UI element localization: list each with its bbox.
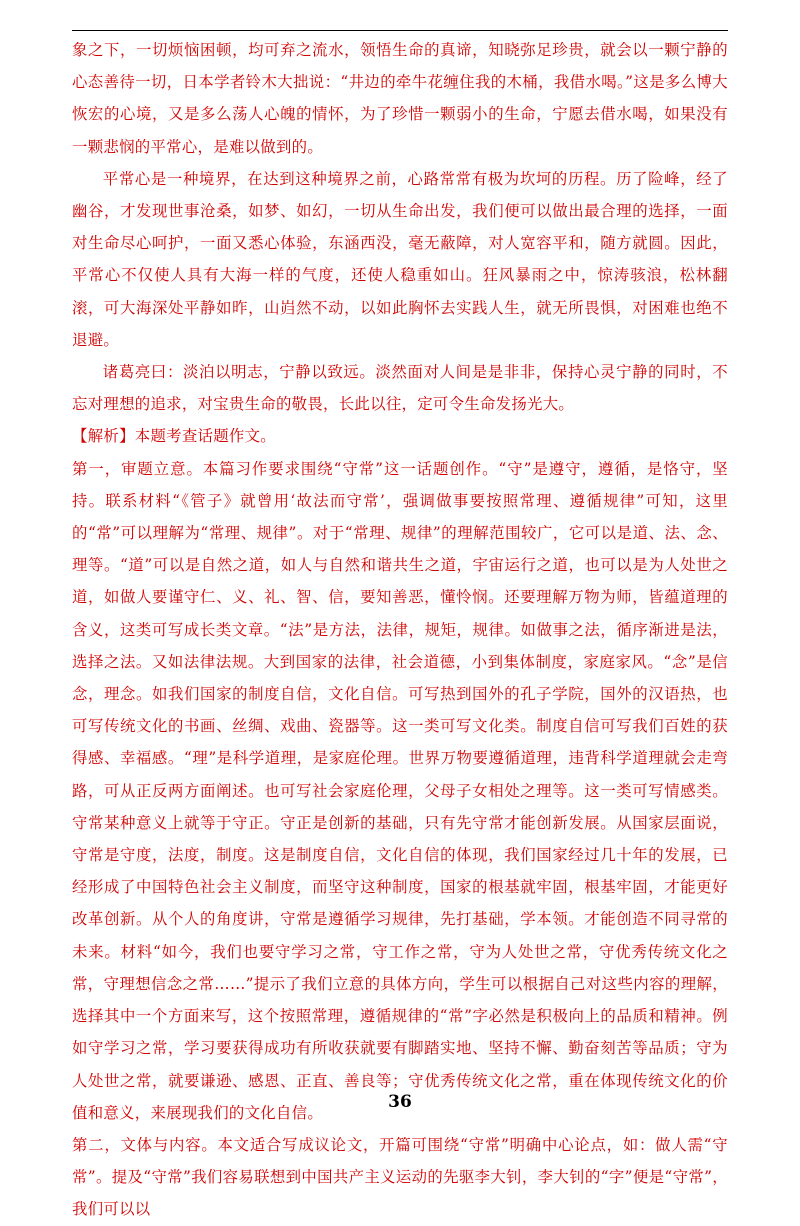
document-body [72, 34, 728, 1226]
analysis-point-one: 第一，审题立意。本篇习作要求围绕“守常”这一话题创作。“守”是遵守，遵循，是恪守，坚持。联系材料“《管子》就曾用‘故法而守常’，强调做事要按照常理、遵循规律”可知，这里的“常”可以理解为“常理、规律”。对于“常理、规律”的理解范围较广，它可以是道、法、念、理等。“道”可以是自然之道，如人与自然和谐共生之道，宇宙运行之道，也可以是为人处世之道，如做人要谨守仁、义、礼、智、信，要知善恶，懂怜悯。还要理解万物为师，皆蕴道理的含义，这类可写成长类文章。“法”是方法，法律，规矩，规律。如做事之法，循序渐进是法，选择之法。又如法律法规。大到国家的法律，社会道德，小到集体制度，家庭家风。“念”是信念，理念。如我们国家的制度自信，文化自信。可写热到国外的孔子学院，国外的汉语热，也可写传统文化的书画、丝绸、戏曲、瓷器等。这一类可写文化类。制度自信可写我们百姓的获得感、幸福感。“理”是科学道理，是家庭伦理。世界万物要遵循道理，违背科学道理就会走弯路，可从正反两方面阐述。也可写社会家庭伦理，父母子女相处之理等。这一类可写情感类。守常某种意义上就等于守正。守正是创新的基础，只有先守常才能创新发展。从国家层面说，守常是守度，法度，制度。这是制度自信，文化自信的体现，我们国家经过几十年的发展，已经形成了中国特色社会主义制度，而坚守这种制度，国家的根基就牢固，根基牢固，才能更好改革创新。从个人的角度讲，守常是遵循学习规律，先打基础，学本领。才能创造不同寻常的未来。材料“如今，我们也要守学习之常，守工作之常，守为人处世之常，守优秀传统文化之常，守理想信念之常……”提示了我们立意的具体方向，学生可以根据自己对这些内容的理解，选择其中一个方面来写，这个按照常理，遵循规律的“常”字必然是积极向上的品质和精神。例如守学习之常，学习要获得成功有所收获就要有脚踏实地、坚持不懈、勤奋刻苦等品质；守为人处世之常，就要谦逊、感恩、正直、善良等；守优秀传统文化之常，重在体现传统文化的价值和意义，来展现我们的文化自信。 [72, 459, 728, 1122]
page-number: 36 [388, 1092, 412, 1112]
essay-paragraph: 象之下，一切烦恼困顿，均可弃之流水，领悟生命的真谛，知晓弥足珍贵，就会以一颗宁静的心态善待一切，日本学者铃木大拙说：“井边的牵牛花缠住我的木桶，我借水喝。”这是多么博大恢宏的心境，又是多么荡人心魄的情怀，为了珍惜一颗弱小的生命，宁愿去借水喝，如果没有一颗悲悯的平常心，是难以做到的。 [72, 41, 728, 156]
analysis-point-two: 第二，文体与内容。本文适合写成议论文，开篇可围绕“守常”明确中心论点，如：做人需“守常”。提及“守常”我们容易联想到中国共产主义运动的先驱李大钊，李大钊的“字”便是“守常”，我们可以以 [72, 1135, 728, 1219]
analysis-intro: 本题考查话题作文。 [134, 427, 276, 446]
essay-paragraph: 平常心是一种境界，在达到这种境界之前，心路常常有极为坎坷的历程。历了险峰，经了幽谷，才发现世事沧桑，如梦、如幻，一切从生命出发，我们便可以做出最合理的选择，一面对生命尽心呵护，一面又悉心体验，东涵西没，毫无蔽障，对人宽容平和，随方就圆。因此，平常心不仅使人具有大海一样的气度，还使人稳重如山。狂风暴雨之中，惊涛骇浪，松林翻滚，可大海深处平静如昨，山岿然不动，以如此胸怀去实践人生，就无所畏惧，对困难也绝不退避。 [72, 169, 728, 349]
essay-paragraph: 诸葛亮曰：淡泊以明志，宁静以致远。淡然面对人间是是非非，保持心灵宁静的同时，不忘对理想的追求，对宝贵生命的敬畏，长此以往，定可令生命发扬光大。 [72, 363, 728, 414]
analysis-tag: 【解析】 [72, 427, 135, 446]
header-rule [72, 30, 728, 31]
analysis-heading [72, 420, 728, 452]
